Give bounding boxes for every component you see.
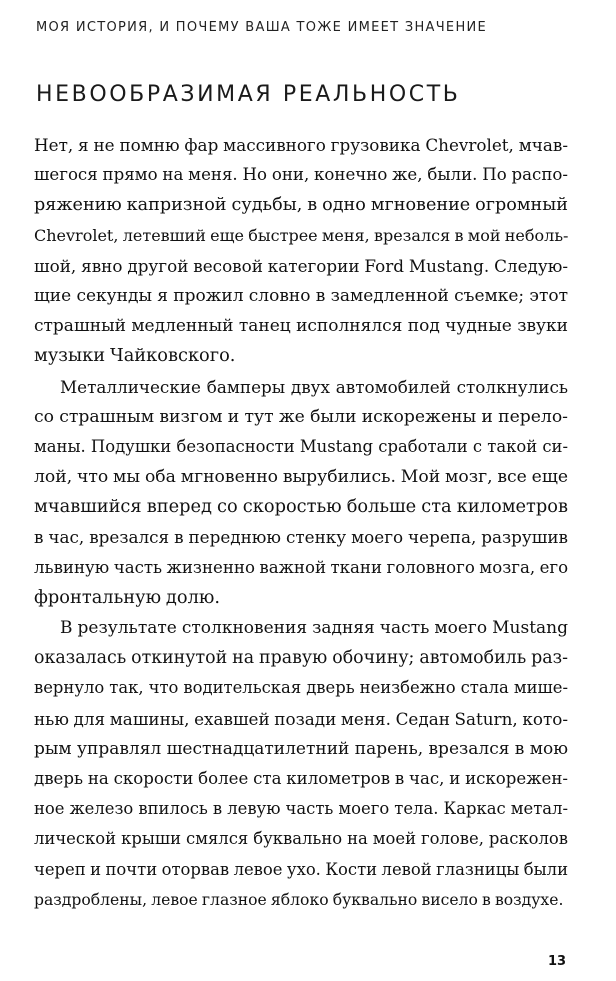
text-line: щие секунды я прожил словно в замедленной съемке; этот bbox=[34, 285, 568, 306]
text-line: маны. Подушки безопасности Mustang сработали с такой си- bbox=[34, 436, 568, 456]
text-line: раздроблены, левое глазное яблоко буквально висело в воздухе. bbox=[34, 890, 564, 909]
chapter-title: НЕВООБРАЗИМАЯ РЕАЛЬНОСТЬ bbox=[36, 82, 461, 107]
text-line: Нет, я не помню фар массивного грузовика Chevrolet, мчав- bbox=[34, 135, 568, 155]
text-line: в час, врезался в переднюю стенку моего черепа, разрушив bbox=[34, 527, 568, 548]
text-line: дверь на скорости более ста километров в час, и искорежен- bbox=[34, 768, 568, 788]
text-line: ное железо впилось в левую часть моего тела. Каркас метал- bbox=[34, 799, 568, 819]
running-head: МОЯ ИСТОРИЯ, И ПОЧЕМУ ВАША ТОЖЕ ИМЕЕТ ЗНАЧЕНИЕ bbox=[36, 20, 488, 35]
text-line: лой, что мы оба мгновенно вырубились. Мой мозг, все еще bbox=[34, 467, 568, 488]
text-line: львиную часть жизненно важной ткани головного мозга, его bbox=[34, 557, 569, 577]
text-line: В результате столкновения задняя часть моего Mustang bbox=[60, 618, 568, 638]
body-text bbox=[34, 130, 568, 915]
text-line: мчавшийся вперед со скоростью больше ста километров bbox=[34, 496, 568, 518]
text-line: шегося прямо на меня. Но они, конечно же, были. По распо- bbox=[34, 165, 568, 185]
text-line: Chevrolet, летевший еще быстрее меня, врезался в мой неболь- bbox=[34, 225, 569, 245]
text-line: музыки Чайковского. bbox=[34, 345, 236, 367]
text-line: лической крыши смялся буквально на моей голове, расколов bbox=[34, 829, 568, 849]
text-line: ряжению капризной судьбы, в одно мгновение огромный bbox=[34, 195, 568, 216]
page-number: 13 bbox=[548, 954, 567, 969]
text-line: Металлические бамперы двух автомобилей столкнулись bbox=[60, 376, 568, 397]
text-line: со страшным визгом и тут же были искорежены и перело- bbox=[34, 406, 568, 427]
text-line: рым управлял шестнадцатилетний парень, врезался в мою bbox=[34, 738, 568, 759]
text-line: вернуло так, что водительская дверь неизбежно стала мише- bbox=[34, 678, 568, 698]
text-line: страшный медленный танец исполнялся под чудные звуки bbox=[34, 316, 568, 337]
text-line: шой, явно другой весовой категории Ford Mustang. Следую- bbox=[34, 255, 568, 276]
text-line: фронтальную долю. bbox=[34, 586, 220, 608]
text-line: череп и почти оторвав левое ухо. Кости левой глазницы были bbox=[34, 859, 568, 879]
text-line: оказалась откинутой на правую обочину; автомобиль раз- bbox=[34, 648, 568, 669]
text-line: нью для машины, ехавшей позади меня. Седан Saturn, кото- bbox=[34, 708, 568, 729]
